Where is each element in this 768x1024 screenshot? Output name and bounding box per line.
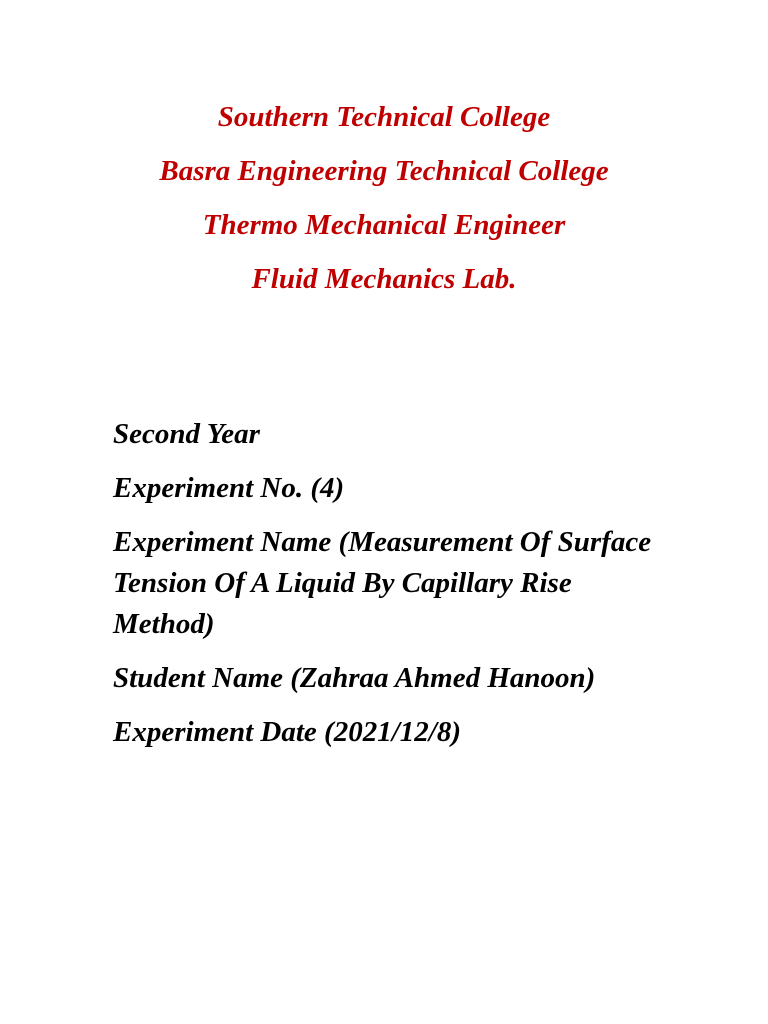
experiment-details [113, 414, 673, 766]
experiment-number: Experiment No. (4) [113, 472, 345, 504]
department-name: Thermo Mechanical Engineer [202, 209, 566, 241]
report-header [0, 90, 768, 306]
engineering-college-name: Basra Engineering Technical College [159, 155, 609, 187]
experiment-name: Experiment Name (Measurement Of Surface Tension Of A Liquid By Capillary Rise Method) [113, 526, 652, 640]
student-name: Student Name (Zahraa Ahmed Hanoon) [113, 662, 596, 694]
college-name: Southern Technical College [217, 101, 551, 133]
lab-name: Fluid Mechanics Lab. [251, 263, 517, 295]
study-year: Second Year [113, 418, 260, 450]
experiment-date: Experiment Date (2021/12/8) [113, 716, 461, 748]
